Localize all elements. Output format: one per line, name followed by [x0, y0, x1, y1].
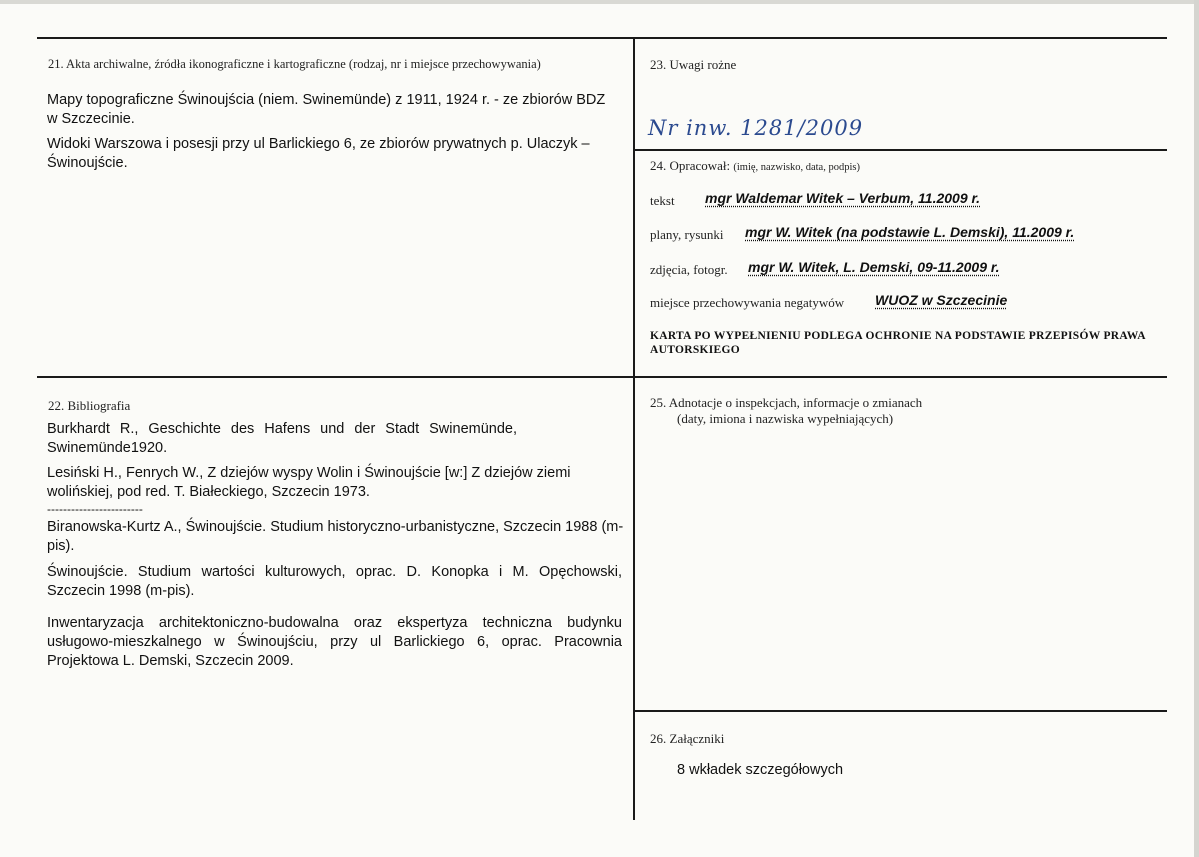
bibliography-entry: Biranowska-Kurtz A., Świnoujście. Studium historyczno-urbanistyczne, Szczecin 1988 (m-pis).	[47, 519, 624, 554]
section-22-label: 22. Bibliografia	[48, 398, 131, 413]
author-photos-label: zdjęcia, fotogr.	[650, 262, 728, 277]
author-plans-value: mgr W. Witek (na podstawie L. Demski), 11.2009 r.	[745, 224, 1075, 240]
attachments-value: 8 wkładek szczegółowych	[677, 762, 844, 778]
section-21-entry: Mapy topograficzne Świnoujścia (niem. Swinemünde) z 1911, 1924 r. - ze zbiorów BDZ w Szczecinie.	[47, 92, 606, 127]
section-25-label: 25. Adnotacje o inspekcjach, informacje o zmianach	[650, 395, 923, 410]
scan-edge-right	[1194, 0, 1199, 857]
section-26-label: 26. Załączniki	[650, 731, 725, 746]
divider-25-26	[633, 710, 1167, 712]
section-24-title: 24. Opracował:	[650, 158, 731, 173]
author-text-label: tekst	[650, 193, 675, 208]
section-21-label: 21. Akta archiwalne, źródła ikonograficzne i kartograficzne (rodzaj, nr i miejsce przechowywania)	[48, 57, 541, 71]
copyright-notice: KARTA PO WYPEŁNIENIU PODLEGA OCHRONIE NA PODSTAWIE PRZEPISÓW PRAWA AUTORSKIEGO	[650, 330, 1146, 356]
divider-23-24	[633, 149, 1167, 151]
bibliography-separator: ------------------------	[47, 502, 143, 516]
bibliography-entry: Inwentaryzacja architektoniczno-budowalna oraz ekspertyza techniczna budynku usługowo-mieszkalnego w Świnoujściu, przy ul Barlickiego 6, oprac. Pracownia Projektowa L. Demski, Szczecin 2009.	[47, 615, 622, 669]
bibliography-entry: Burkhardt R., Geschichte des Hafens und der Stadt Swinemünde, Swinemünde1920.	[47, 421, 517, 456]
bibliography-entry: Świnoujście. Studium wartości kulturowych, oprac. D. Konopka i M. Opęchowski, Szczecin 1998 (m-pis).	[47, 564, 622, 599]
negatives-storage-label: miejsce przechowywania negatywów	[650, 295, 845, 310]
section-24-note: (imię, nazwisko, data, podpis)	[733, 162, 860, 173]
center-divider	[633, 37, 635, 820]
section-23-label: 23. Uwagi rożne	[650, 57, 737, 72]
author-text-value: mgr Waldemar Witek – Verbum, 11.2009 r.	[705, 190, 981, 206]
author-plans-label: plany, rysunki	[650, 227, 724, 242]
section-25-sublabel: (daty, imiona i nazwiska wypełniających)	[677, 411, 894, 426]
divider-row1-row2	[37, 376, 1167, 378]
author-photos-value: mgr W. Witek, L. Demski, 09-11.2009 r.	[748, 259, 1000, 275]
inventory-number-handwritten: Nr inw. 1281/2009	[648, 116, 864, 140]
top-border	[37, 37, 1167, 39]
negatives-storage-value: WUOZ w Szczecinie	[875, 292, 1008, 308]
section-21-entry: Widoki Warszowa i posesji przy ul Barlickiego 6, ze zbiorów prywatnych p. Ulaczyk – Świnoujście.	[47, 136, 590, 171]
scan-edge-top	[0, 0, 1199, 4]
section-24-label	[650, 158, 860, 174]
bibliography-entry: Lesiński H., Fenrych W., Z dziejów wyspy Wolin i Świnoujście [w:] Z dziejów ziemi wolińskiej, pod red. T. Białeckiego, Szczecin 1973.	[47, 465, 571, 500]
